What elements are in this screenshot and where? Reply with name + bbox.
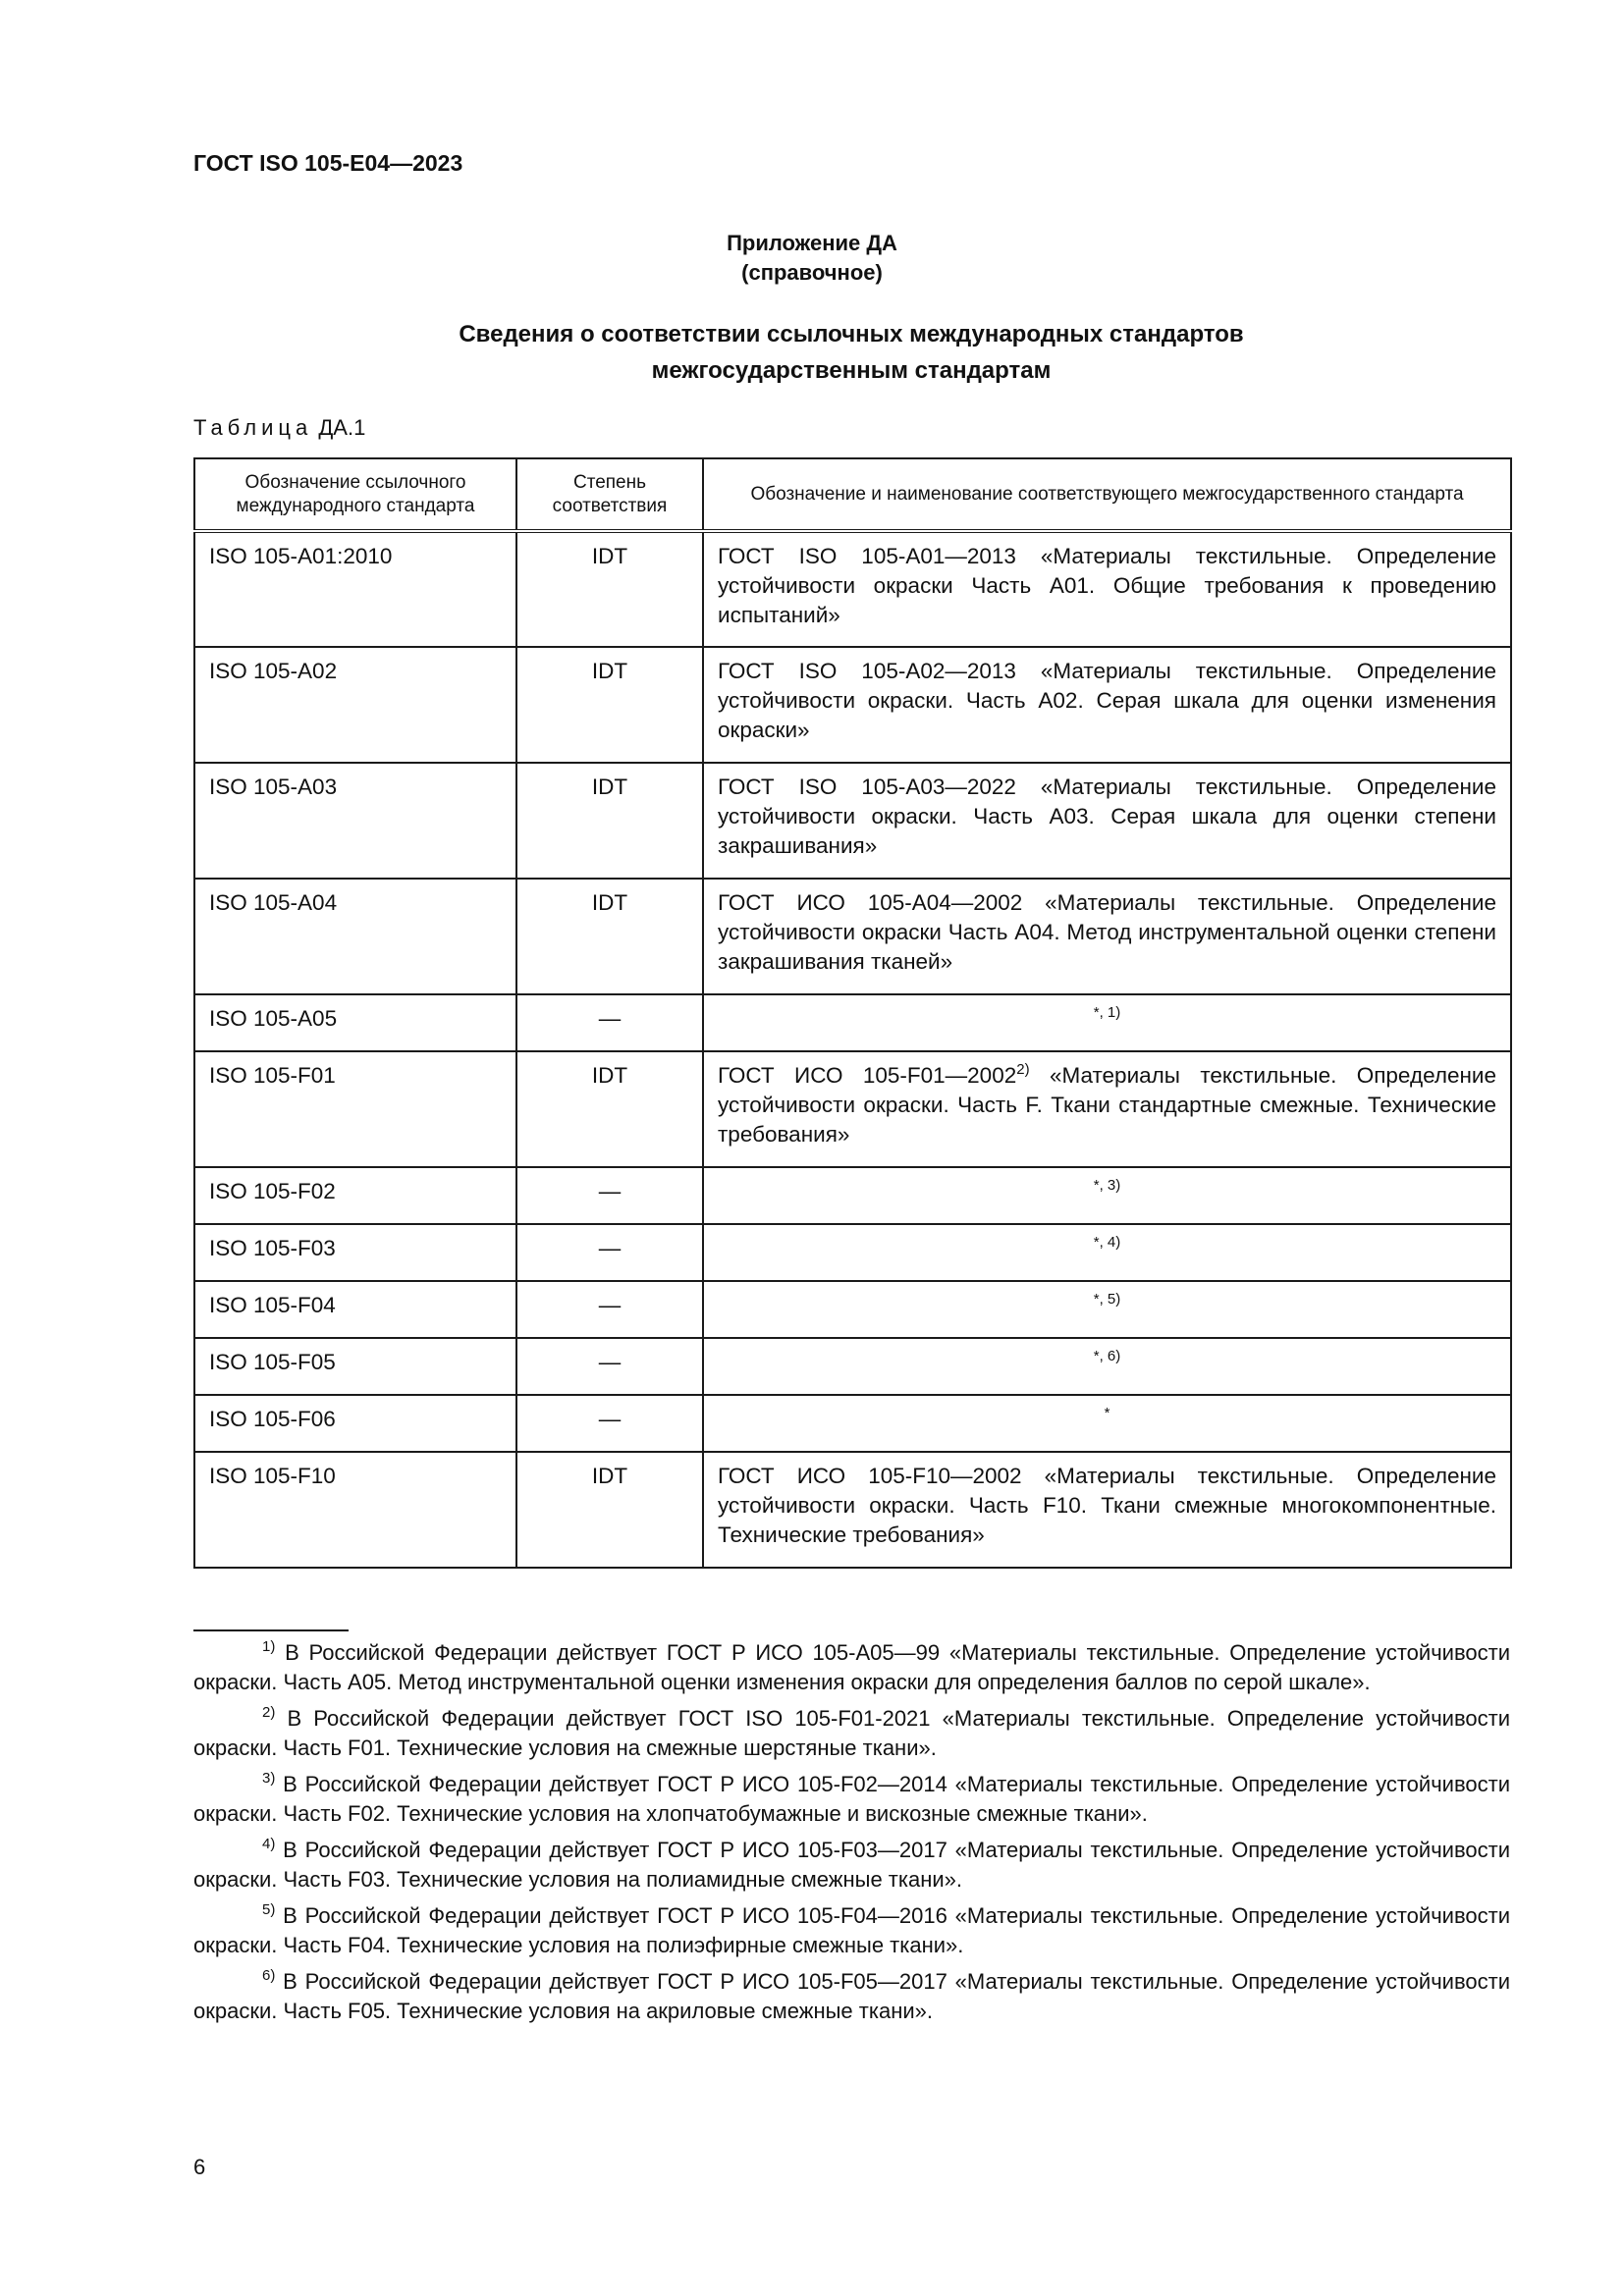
cell-international-standard: ISO 105-A01:2010 bbox=[194, 531, 516, 647]
absent-standard-mark: *, 5) bbox=[1093, 1291, 1121, 1308]
footnotes bbox=[193, 1629, 1510, 2033]
annex-subtitle: (справочное) bbox=[741, 260, 883, 285]
footnote-mark: 2) bbox=[262, 1704, 276, 1721]
absent-standard-mark: *, 3) bbox=[1093, 1177, 1121, 1194]
footnote-mark: 1) bbox=[262, 1638, 276, 1655]
table-row bbox=[194, 1338, 1511, 1395]
annex-heading-line-1: Сведения о соответствии ссылочных международных стандартов bbox=[459, 321, 1244, 347]
footnote-mark: 5) bbox=[262, 1901, 276, 1918]
footnote-text: В Российской Федерации действует ГОСТ ISO 105-F01-2021 «Материалы текстильные. Определение устойчивости окраски. Часть F01. Технические условия на смежные шерстяные ткани». bbox=[193, 1706, 1510, 1760]
document-code: ГОСТ ISO 105-E04—2023 bbox=[193, 150, 463, 176]
cell-national-standard bbox=[703, 994, 1511, 1051]
table-row bbox=[194, 763, 1511, 879]
national-standard-title: «Материалы текстильные. Определение устойчивости окраски. Часть F. Ткани стандартные смежные. Технические требования» bbox=[718, 1063, 1496, 1147]
cell-national-standard bbox=[703, 1395, 1511, 1452]
annex-title: Приложение ДА bbox=[727, 231, 897, 255]
cell-international-standard: ISO 105-F04 bbox=[194, 1281, 516, 1338]
footnote-text: В Российской Федерации действует ГОСТ Р ИСО 105-F04—2016 «Материалы текстильные. Определение устойчивости окраски. Часть F04. Технические условия на полиэфирные смежные ткани». bbox=[193, 1903, 1510, 1957]
table-caption bbox=[193, 415, 365, 441]
footnote-text: В Российской Федерации действует ГОСТ Р ИСО 105-F03—2017 «Материалы текстильные. Определение устойчивости окраски. Часть F03. Технические условия на полиамидные смежные ткани». bbox=[193, 1838, 1510, 1892]
annex-heading-line-2: межгосударственным стандартам bbox=[651, 357, 1052, 384]
cell-international-standard: ISO 105-A04 bbox=[194, 879, 516, 994]
footnote bbox=[193, 1638, 1510, 1697]
cell-degree: IDT bbox=[516, 763, 703, 879]
cell-degree: — bbox=[516, 994, 703, 1051]
absent-standard-mark: *, 1) bbox=[1093, 1004, 1121, 1021]
footnote-ref: 2) bbox=[1016, 1061, 1030, 1078]
footnote-separator bbox=[193, 1629, 349, 1631]
cell-degree: — bbox=[516, 1167, 703, 1224]
footnote bbox=[193, 1704, 1510, 1763]
cell-international-standard: ISO 105-F01 bbox=[194, 1051, 516, 1167]
table-header-row bbox=[194, 458, 1511, 531]
cell-national-standard: ГОСТ ИСО 105-F10—2002 «Материалы текстильные. Определение устойчивости окраски. Часть F10. Ткани смежные многокомпонентные. Технические требования» bbox=[703, 1452, 1511, 1568]
cell-national-standard bbox=[703, 1281, 1511, 1338]
table-row bbox=[194, 994, 1511, 1051]
cell-degree: — bbox=[516, 1338, 703, 1395]
cell-international-standard: ISO 105-F03 bbox=[194, 1224, 516, 1281]
cell-international-standard: ISO 105-A05 bbox=[194, 994, 516, 1051]
table-row bbox=[194, 1281, 1511, 1338]
footnote bbox=[193, 1967, 1510, 2026]
absent-standard-mark: * bbox=[1104, 1405, 1110, 1421]
cell-international-standard: ISO 105-F10 bbox=[194, 1452, 516, 1568]
table-row bbox=[194, 1395, 1511, 1452]
footnote bbox=[193, 1770, 1510, 1829]
footnote bbox=[193, 1901, 1510, 1960]
table-row bbox=[194, 1167, 1511, 1224]
cell-international-standard: ISO 105-F06 bbox=[194, 1395, 516, 1452]
cell-degree: — bbox=[516, 1281, 703, 1338]
footnote-text: В Российской Федерации действует ГОСТ Р ИСО 105-F05—2017 «Материалы текстильные. Определение устойчивости окраски. Часть F05. Технические условия на акриловые смежные ткани». bbox=[193, 1969, 1510, 2023]
annex-heading bbox=[193, 316, 1509, 389]
footnote-mark: 6) bbox=[262, 1967, 276, 1984]
footnote bbox=[193, 1836, 1510, 1895]
cell-degree: — bbox=[516, 1224, 703, 1281]
cell-degree: — bbox=[516, 1395, 703, 1452]
cell-international-standard: ISO 105-A02 bbox=[194, 647, 516, 763]
table-row bbox=[194, 531, 1511, 647]
cell-degree: IDT bbox=[516, 879, 703, 994]
correspondence-table bbox=[193, 457, 1512, 1569]
cell-degree: IDT bbox=[516, 647, 703, 763]
table-caption-number: ДА.1 bbox=[318, 415, 366, 440]
header-degree: Степень соответствия bbox=[516, 458, 703, 531]
cell-international-standard: ISO 105-F05 bbox=[194, 1338, 516, 1395]
national-standard-code: ГОСТ ИСО 105-F01—2002 bbox=[718, 1063, 1017, 1088]
cell-degree: IDT bbox=[516, 531, 703, 647]
table-row bbox=[194, 1452, 1511, 1568]
cell-degree: IDT bbox=[516, 1051, 703, 1167]
cell-international-standard: ISO 105-F02 bbox=[194, 1167, 516, 1224]
footnote-text: В Российской Федерации действует ГОСТ Р ИСО 105-A05—99 «Материалы текстильные. Определение устойчивости окраски. Часть А05. Метод инструментальной оценки изменения окраски для определения баллов по серой шкале». bbox=[193, 1640, 1510, 1694]
table-row bbox=[194, 879, 1511, 994]
cell-national-standard bbox=[703, 1224, 1511, 1281]
cell-national-standard: ГОСТ ISO 105-A01—2013 «Материалы текстильные. Определение устойчивости окраски Часть А01. Общие требования к проведению испытаний» bbox=[703, 531, 1511, 647]
cell-national-standard bbox=[703, 1051, 1511, 1167]
cell-national-standard: ГОСТ ISO 105-A02—2013 «Материалы текстильные. Определение устойчивости окраски. Часть А02. Серая шкала для оценки изменения окраски» bbox=[703, 647, 1511, 763]
header-national-standard: Обозначение и наименование соответствующего межгосударственного стандарта bbox=[703, 458, 1511, 531]
cell-national-standard: ГОСТ ИСО 105-А04—2002 «Материалы текстильные. Определение устойчивости окраски Часть А04. Метод инструментальной оценки степени закрашивания тканей» bbox=[703, 879, 1511, 994]
header-international-standard: Обозначение ссылочного международного стандарта bbox=[194, 458, 516, 531]
cell-national-standard: ГОСТ ISO 105-A03—2022 «Материалы текстильные. Определение устойчивости окраски. Часть А03. Серая шкала для оценки степени закрашивания» bbox=[703, 763, 1511, 879]
footnote-text: В Российской Федерации действует ГОСТ Р ИСО 105-F02—2014 «Материалы текстильные. Определение устойчивости окраски. Часть F02. Технические условия на хлопчатобумажные и вискозные смежные ткани». bbox=[193, 1772, 1510, 1826]
absent-standard-mark: *, 4) bbox=[1093, 1234, 1121, 1251]
cell-degree: IDT bbox=[516, 1452, 703, 1568]
page-number: 6 bbox=[193, 2155, 206, 2179]
footnote-mark: 3) bbox=[262, 1770, 276, 1787]
cell-national-standard bbox=[703, 1167, 1511, 1224]
table-row bbox=[194, 1051, 1511, 1167]
table-row bbox=[194, 647, 1511, 763]
table-caption-prefix: Таблица bbox=[193, 415, 313, 440]
absent-standard-mark: *, 6) bbox=[1093, 1348, 1121, 1364]
cell-international-standard: ISO 105-A03 bbox=[194, 763, 516, 879]
table-row bbox=[194, 1224, 1511, 1281]
cell-national-standard bbox=[703, 1338, 1511, 1395]
footnote-mark: 4) bbox=[262, 1836, 276, 1852]
